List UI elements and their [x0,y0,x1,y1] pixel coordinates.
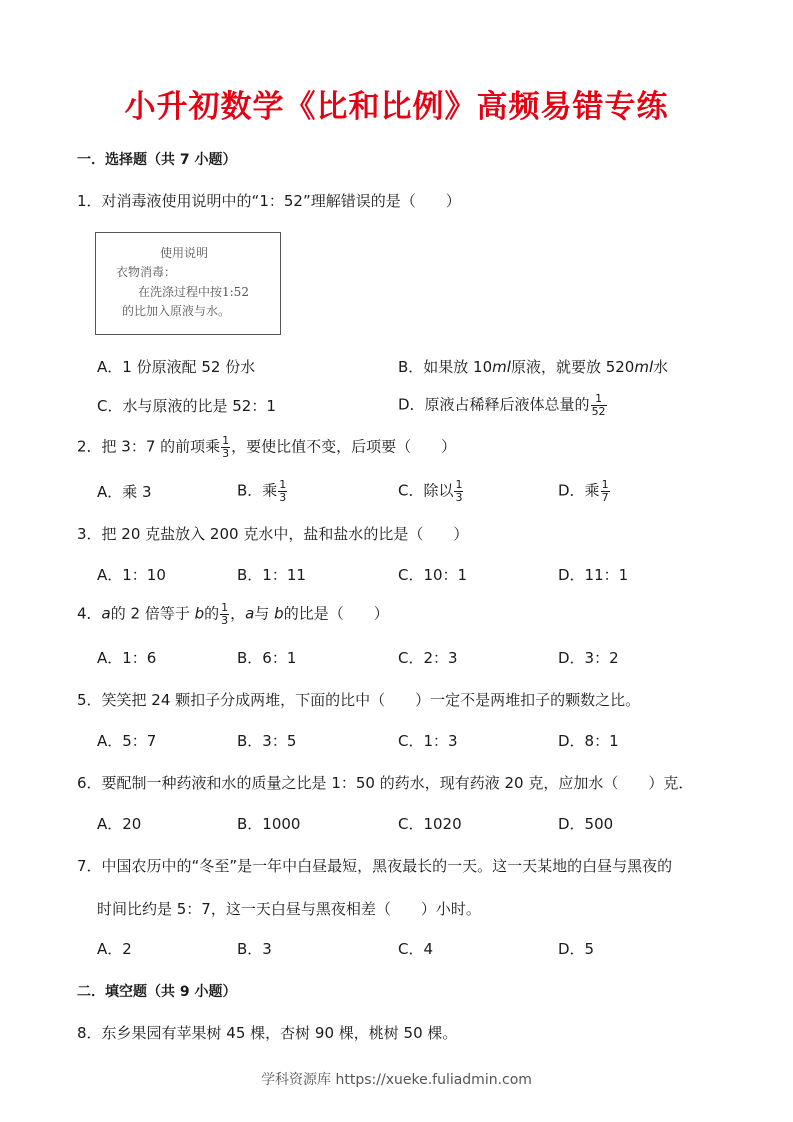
question-2-text: 2．把 3：7 的前项乘 [77,437,221,456]
fraction-denominator: 3 [221,613,229,627]
question-4-text: 的 [204,604,220,623]
q7-option-a: A．2 [97,940,132,958]
fraction-denominator: 52 [591,404,606,418]
fraction [454,479,463,503]
question-4-text: 的 2 倍等于 [110,604,195,623]
q1-option-c: C．水与原液的比是 52：1 [97,397,276,415]
question-3-stem: 3．把 20 克盐放入 200 克水中，盐和盐水的比是（ ） [77,525,469,543]
variable-a: a [245,604,255,623]
q1-option-d [398,393,608,417]
q2-option-a: A．乘 3 [97,483,152,501]
q5-option-c: C．1：3 [398,732,458,750]
fraction [278,479,287,503]
question-4-text: 的比是（ ） [283,604,389,623]
q7-option-c: C．4 [398,940,434,958]
q7-option-b: B．3 [237,940,272,958]
q1-option-b-text: B．如果放 10 [398,358,493,376]
instruction-image-line: 在洗涤过程中按1:52 [138,285,249,299]
q7-option-d: D．5 [558,940,595,958]
instruction-image-line: 的比加入原液与水。 [122,304,231,318]
q1-option-a: A．1 份原液配 52 份水 [97,358,256,376]
q6-option-b: B．1000 [237,815,301,833]
q6-option-d: D．500 [558,815,614,833]
q2-option-c-text: C．除以 [398,481,454,500]
fraction [601,479,610,503]
q1-option-b-text: 水 [653,358,669,376]
fraction-numerator: 1 [595,392,603,405]
instruction-image-line: 衣物消毒： [116,265,177,279]
q2-option-d [558,479,611,503]
fraction-denominator: 3 [222,446,230,460]
q4-option-a: A．1：6 [97,649,157,667]
q3-option-a: A．1：10 [97,566,166,584]
instruction-image-title: 使用说明 [160,246,209,260]
fraction [221,435,230,459]
q2-option-c [398,479,464,503]
q3-option-c: C．10：1 [398,566,468,584]
q1-option-b [398,360,668,375]
fraction-numerator: 1 [601,478,609,491]
q5-option-d: D．8：1 [558,732,619,750]
q4-option-d: D．3：2 [558,649,619,667]
variable-b: b [194,604,205,623]
page-title: 小升初数学《比和比例》高频易错专练 [124,89,669,125]
question-1-stem: 1．对消毒液使用说明中的“1：52”理解错误的是（ ） [77,192,461,210]
question-8-stem: 8．东乡果园有苹果树 45 棵，杏树 90 棵，桃树 50 棵。 [77,1024,458,1042]
q4-option-b: B．6：1 [237,649,297,667]
q1-option-d-text: D．原液占稀释后液体总量的 [398,395,590,414]
fraction-numerator: 1 [221,601,229,614]
fraction-numerator: 1 [222,434,230,447]
question-6-stem: 6．要配制一种药液和水的质量之比是 1：50 的药水，现有药液 20 克，应加水（ ）克． [77,774,694,792]
question-4-stem [77,602,389,626]
question-7-stem-continued: 时间比约是 5：7，这一天白昼与黑夜相差（ ）小时。 [97,900,481,918]
variable-a: a [101,604,111,623]
fraction-denominator: 3 [279,490,287,504]
q5-option-b: B．3：5 [237,732,297,750]
q6-option-a: A．20 [97,815,142,833]
q3-option-b: B．1：11 [237,566,306,584]
question-5-stem: 5．笑笑把 24 颗扣子分成两堆，下面的比中（ ）一定不是两堆扣子的颗数之比。 [77,691,641,709]
q4-option-c: C．2：3 [398,649,458,667]
fraction-denominator: 3 [455,490,463,504]
q3-option-d: D．11：1 [558,566,629,584]
q2-option-b-text: B．乘 [237,481,278,500]
variable-b: b [274,604,284,623]
section-heading-fill: 二．填空题（共 9 小题） [77,984,237,1000]
question-7-stem: 7．中国农历中的“冬至”是一年中白昼最短，黑夜最长的一天。这一天某地的白昼与黑夜的 [77,857,673,875]
fraction-numerator: 1 [455,478,463,491]
unit-ml: ml [492,358,511,376]
q2-option-b [237,479,288,503]
fraction-numerator: 1 [279,478,287,491]
question-2-text: ，要使比值不变，后项要（ ） [231,437,457,456]
q1-option-b-text: 原液，就要放 520 [510,358,635,376]
q6-option-c: C．1020 [398,815,462,833]
fraction-denominator: 7 [601,490,609,504]
question-4-text: 与 [254,604,275,623]
footer-source: 学科资源库 https://xueke.fuliadmin.com [261,1072,532,1088]
section-heading-choice: 一．选择题（共 7 小题） [77,152,237,168]
question-4-text: 4． [77,604,102,623]
question-2-stem [77,435,456,459]
unit-ml: ml [634,358,654,376]
question-4-text: ， [230,604,246,623]
fraction [591,393,607,417]
fraction [220,602,229,626]
instruction-image [95,232,281,335]
q5-option-a: A．5：7 [97,732,157,750]
q2-option-d-text: D．乘 [558,481,600,500]
